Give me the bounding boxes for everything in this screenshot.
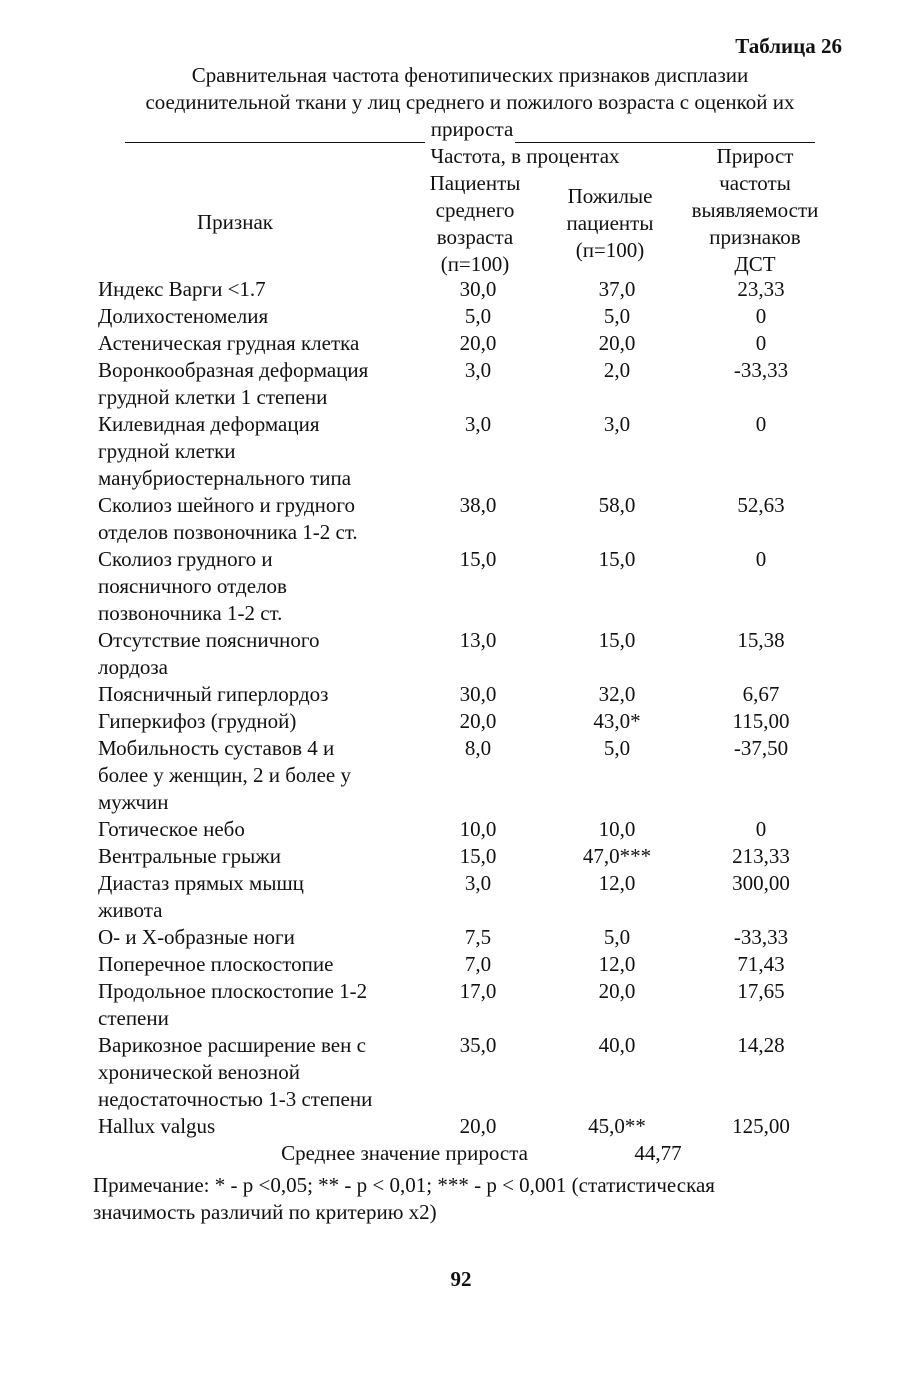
middle-age-value: 20,0 <box>459 709 497 733</box>
growth-value: 0 <box>755 331 767 355</box>
middle-age-value: 7,0 <box>464 952 492 976</box>
feature-name <box>0 411 408 492</box>
elderly-value: 37,0 <box>598 277 636 301</box>
elderly-value: 58,0 <box>598 493 636 517</box>
middle-age-value: 3,0 <box>464 871 492 895</box>
header-middle-age-line: среднего <box>435 198 515 222</box>
middle-age-value: 15,0 <box>459 547 497 571</box>
feature-name-line: хронической венозной <box>98 1060 300 1084</box>
feature-name-line: Сколиоз шейного и грудного <box>98 493 355 517</box>
elderly-value: 5,0 <box>603 304 631 328</box>
feature-name-line: Продольное плоскостопие 1-2 <box>98 979 368 1003</box>
elderly-value: 20,0 <box>598 979 636 1003</box>
table-label: Таблица 26 <box>735 34 842 58</box>
elderly-value: 3,0 <box>603 412 631 436</box>
header-growth-line: признаков <box>709 225 801 249</box>
middle-age-value: 35,0 <box>459 1033 497 1057</box>
growth-value: 6,67 <box>742 682 780 706</box>
table-row <box>0 276 922 303</box>
growth-value: 17,65 <box>737 979 785 1003</box>
feature-name-line: Сколиоз грудного и <box>98 547 273 571</box>
elderly-value: 15,0 <box>598 547 636 571</box>
elderly-value: 20,0 <box>598 331 636 355</box>
feature-name-line: лордоза <box>98 655 169 679</box>
middle-age-value: 17,0 <box>459 979 497 1003</box>
feature-name <box>0 951 408 978</box>
mean-label: Среднее значение прироста <box>281 1141 528 1165</box>
feature-name <box>0 816 408 843</box>
middle-age-value: 8,0 <box>464 736 492 760</box>
table-row <box>0 735 922 816</box>
middle-age-value: 7,5 <box>464 925 492 949</box>
feature-name-line: Долихостеномелия <box>98 304 269 328</box>
elderly-value: 45,0** <box>588 1114 646 1138</box>
feature-name-line: мужчин <box>98 790 169 814</box>
feature-name-line: поясничного отделов <box>98 574 287 598</box>
feature-name-line: манубриостернального типа <box>98 466 352 490</box>
middle-age-value: 10,0 <box>459 817 497 841</box>
growth-value: 115,00 <box>732 709 790 733</box>
elderly-value: 32,0 <box>598 682 636 706</box>
elderly-value: 43,0* <box>593 709 641 733</box>
middle-age-value: 3,0 <box>464 358 492 382</box>
header-middle-age <box>410 170 540 278</box>
table-row <box>0 1113 922 1140</box>
feature-name-line: Отсутствие поясничного <box>98 628 320 652</box>
header-feature: Признак <box>197 210 273 234</box>
header-middle-age-line: (п=100) <box>440 252 510 276</box>
note-line-1: Примечание: * - р <0,05; ** - р < 0,01; *** - р < 0,001 (статистическая <box>93 1173 715 1197</box>
header-frequency-group: Частота, в процентах <box>430 144 620 168</box>
feature-name <box>0 276 408 303</box>
feature-name-line: Поперечное плоскостопие <box>98 952 334 976</box>
middle-age-value: 13,0 <box>459 628 497 652</box>
caption-line-3 <box>60 116 880 143</box>
growth-value: 23,33 <box>737 277 785 301</box>
growth-value: 213,33 <box>732 844 790 868</box>
middle-age-value: 20,0 <box>459 331 497 355</box>
feature-name-line: более у женщин, 2 и более у <box>98 763 351 787</box>
feature-name <box>0 330 408 357</box>
mean-row <box>0 1140 922 1167</box>
middle-age-value: 38,0 <box>459 493 497 517</box>
feature-name <box>0 924 408 951</box>
page-number: 92 <box>450 1267 472 1291</box>
middle-age-value: 5,0 <box>464 304 492 328</box>
table-row <box>0 843 922 870</box>
feature-name-line: Гиперкифоз (грудной) <box>98 709 297 733</box>
feature-name <box>0 1032 408 1113</box>
table-row <box>0 681 922 708</box>
table-row <box>0 492 922 546</box>
growth-value: 300,00 <box>732 871 790 895</box>
feature-name <box>0 708 408 735</box>
note-line-2: значимость различий по критерию х2) <box>93 1200 437 1224</box>
table-row <box>0 870 922 924</box>
caption-rule-right <box>515 122 815 143</box>
elderly-value: 15,0 <box>598 628 636 652</box>
header-growth-line: частоты <box>719 171 791 195</box>
feature-name <box>0 843 408 870</box>
header-growth-line: выявляемости <box>691 198 819 222</box>
growth-value: 0 <box>755 817 767 841</box>
feature-name-line: степени <box>98 1006 169 1030</box>
growth-value: -33,33 <box>733 358 789 382</box>
middle-age-value: 15,0 <box>459 844 497 868</box>
feature-name-line: грудной клетки 1 степени <box>98 385 328 409</box>
feature-name-line: Hallux valgus <box>98 1114 216 1138</box>
feature-name <box>0 546 408 627</box>
table-row <box>0 627 922 681</box>
header-middle-age-line: Пациенты <box>429 171 521 195</box>
growth-value: 15,38 <box>737 628 785 652</box>
table-row <box>0 546 922 627</box>
feature-name <box>0 627 408 681</box>
feature-name <box>0 735 408 816</box>
growth-value: -37,50 <box>733 736 789 760</box>
middle-age-value: 3,0 <box>464 412 492 436</box>
caption-line-1: Сравнительная частота фенотипических признаков дисплазии <box>191 63 749 87</box>
growth-value: -33,33 <box>733 925 789 949</box>
feature-name-line: недостаточностью 1-3 степени <box>98 1087 373 1111</box>
feature-name <box>0 870 408 924</box>
table-row <box>0 1032 922 1113</box>
growth-value: 0 <box>755 412 767 436</box>
header-growth-line: ДСТ <box>734 252 776 276</box>
feature-name-line: Воронкообразная деформация <box>98 358 369 382</box>
table-row <box>0 303 922 330</box>
elderly-value: 2,0 <box>603 358 631 382</box>
feature-name-line: Килевидная деформация <box>98 412 320 436</box>
feature-name <box>0 978 408 1032</box>
middle-age-value: 20,0 <box>459 1114 497 1138</box>
feature-name-line: грудной клетки <box>98 439 236 463</box>
feature-name <box>0 303 408 330</box>
table-row <box>0 978 922 1032</box>
table-row <box>0 708 922 735</box>
elderly-value: 10,0 <box>598 817 636 841</box>
elderly-value: 12,0 <box>598 952 636 976</box>
feature-name-line: Поясничный гиперлордоз <box>98 682 329 706</box>
elderly-value: 47,0*** <box>582 844 652 868</box>
growth-value: 0 <box>755 547 767 571</box>
table-note <box>93 1172 813 1226</box>
elderly-value: 12,0 <box>598 871 636 895</box>
feature-name <box>0 1113 408 1140</box>
feature-name-line: Варикозное расширение вен с <box>98 1033 366 1057</box>
feature-name-line: живота <box>98 898 163 922</box>
elderly-value: 5,0 <box>603 736 631 760</box>
growth-value: 71,43 <box>737 952 785 976</box>
feature-name-line: Готическое небо <box>98 817 245 841</box>
feature-name-line: Мобильность суставов 4 и <box>98 736 335 760</box>
feature-name-line: О- и Х-образные ноги <box>98 925 295 949</box>
header-growth <box>675 143 835 278</box>
table-body <box>0 276 922 1167</box>
feature-name-line: Индекс Варги <1.7 <box>98 277 266 301</box>
growth-value: 0 <box>755 304 767 328</box>
header-elderly-line: Пожилые <box>567 184 653 208</box>
feature-name-line: отделов позвоночника 1-2 ст. <box>98 520 358 544</box>
growth-value: 14,28 <box>737 1033 785 1057</box>
elderly-value: 40,0 <box>598 1033 636 1057</box>
caption-line-2: соединительной ткани у лиц среднего и пожилого возраста с оценкой их <box>145 90 795 114</box>
table-row <box>0 330 922 357</box>
growth-value: 52,63 <box>737 493 785 517</box>
header-elderly <box>545 183 675 264</box>
header-middle-age-line: возраста <box>436 225 514 249</box>
caption-rule-left <box>125 122 425 143</box>
feature-name-line: Астеническая грудная клетка <box>98 331 360 355</box>
middle-age-value: 30,0 <box>459 682 497 706</box>
caption-line-3-text: прироста <box>430 117 514 141</box>
table-row <box>0 411 922 492</box>
feature-name-line: Вентральные грыжи <box>98 844 281 868</box>
table-row <box>0 951 922 978</box>
table-row <box>0 924 922 951</box>
middle-age-value: 30,0 <box>459 277 497 301</box>
table-row <box>0 357 922 411</box>
growth-value: 125,00 <box>732 1114 790 1138</box>
feature-name <box>0 357 408 411</box>
header-elderly-line: пациенты <box>566 211 654 235</box>
feature-name <box>0 681 408 708</box>
mean-value: 44,77 <box>634 1141 682 1165</box>
table-caption <box>60 62 880 143</box>
feature-name-line: Диастаз прямых мышц <box>98 871 304 895</box>
feature-name <box>0 492 408 546</box>
elderly-value: 5,0 <box>603 925 631 949</box>
feature-name-line: позвоночника 1-2 ст. <box>98 601 283 625</box>
header-elderly-line: (п=100) <box>575 238 645 262</box>
header-growth-line: Прирост <box>716 144 794 168</box>
table-row <box>0 816 922 843</box>
